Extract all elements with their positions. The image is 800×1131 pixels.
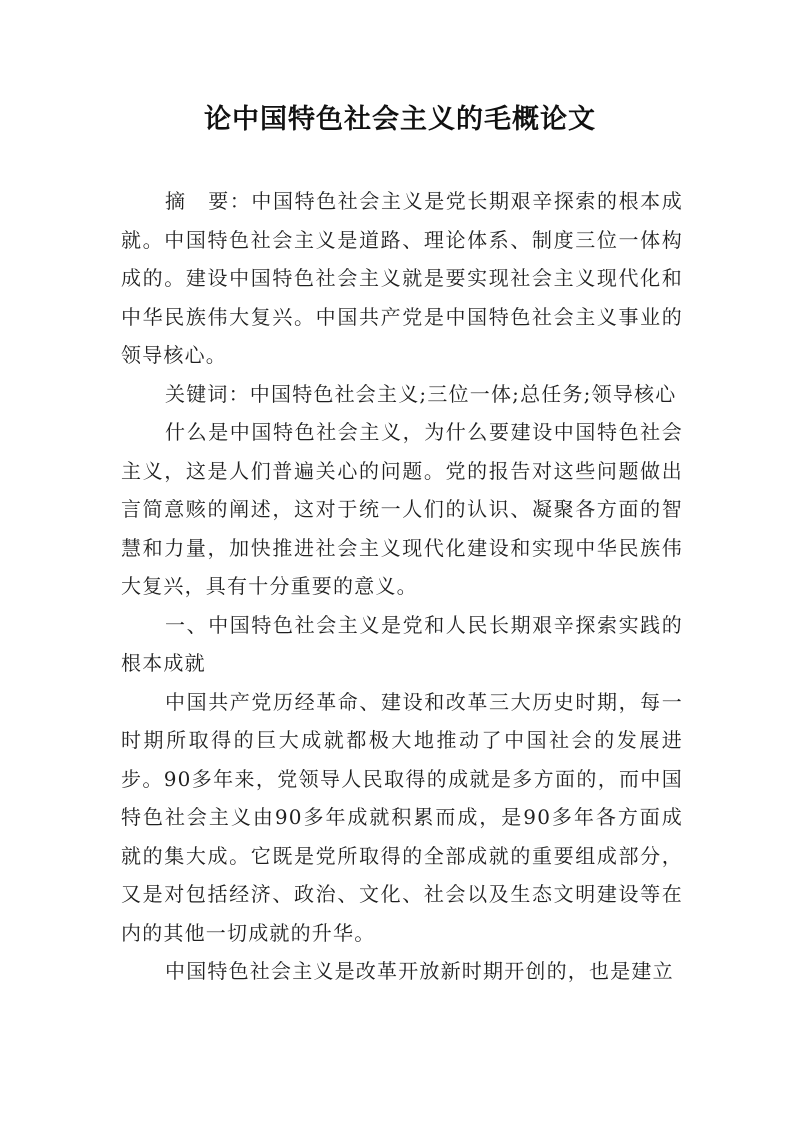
abstract-paragraph: 摘 要：中国特色社会主义是党长期艰辛探索的根本成就。中国特色社会主义是道路、理论体系、制度三位一体构成的。建设中国特色社会主义就是要实现社会主义现代化和中华民族伟大复兴。中国共产党是中国特色社会主义事业的领导核心。 (121, 189, 683, 367)
body-paragraph: 中国共产党历经革命、建设和改革三大历史时期，每一时期所取得的巨大成就都极大地推动了中国社会的发展进步。90多年来，党领导人民取得的成就是多方面的，而中国特色社会主义由90多年成就积累而成，是90多年各方面成就的集大成。它既是党所取得的全部成就的重要组成部分，又是对包括经济、政治、文化、社会以及生态文明建设等在内的其他一切成就的升华。 (121, 689, 683, 945)
document-body (121, 182, 683, 991)
document-title: 论中国特色社会主义的毛概论文 (204, 104, 596, 135)
section-heading: 一、中国特色社会主义是党和人民长期艰辛探索实践的根本成就 (121, 612, 683, 675)
intro-paragraph: 什么是中国特色社会主义，为什么要建设中国特色社会主义，这是人们普遍关心的问题。党的报告对这些问题做出言简意赅的阐述，这对于统一人们的认识、凝聚各方面的智慧和力量，加快推进社会主义现代化建设和实现中华民族伟大复兴，具有十分重要的意义。 (121, 420, 683, 598)
keywords-paragraph: 关键词：中国特色社会主义;三位一体;总任务;领导核心 (165, 381, 677, 406)
body-paragraph: 中国特色社会主义是改革开放新时期开创的，也是建立 (165, 959, 674, 983)
